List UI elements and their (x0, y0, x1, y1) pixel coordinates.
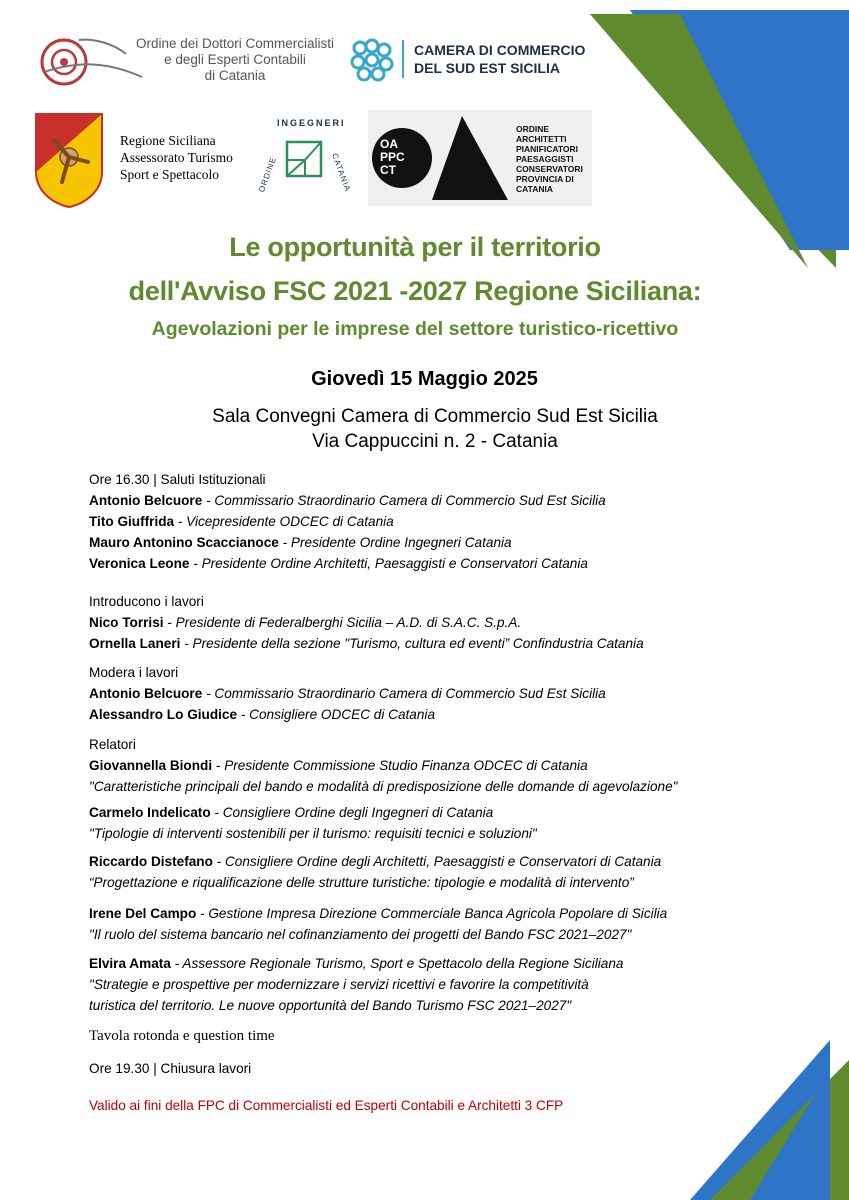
camera-line-1: CAMERA DI COMMERCIO (414, 42, 586, 58)
ingegneri-ring-right: CATANIA (330, 151, 353, 194)
speaker-item: Irene Del Campo - Gestione Impresa Direzione Commerciale Banca Agricola Popolare di Sicilia "Il ruolo del sistema bancario nel cofinanziamento dei progetti del Bando FSC 2021–2027" (89, 906, 668, 942)
oappc-badge-3: CT (380, 163, 396, 177)
ingegneri-logo (255, 110, 355, 210)
title-line-1: Le opportunità per il territorio (229, 232, 601, 262)
venue-line-2: Via Cappuccini n. 2 - Catania (312, 431, 558, 452)
list-item: Nico Torrisi - Presidente di Federalberghi Sicilia – A.D. di S.A.C. S.p.A. (89, 615, 522, 630)
list-item: Antonio Belcuore - Commissario Straordinario Camera di Commercio Sud Est Sicilia (89, 493, 606, 508)
trinacria-shield-icon (34, 112, 104, 208)
event-venue (20, 404, 849, 454)
list-item: Ornella Laneri - Presidente della sezione "Turismo, cultura ed eventi” Confindustria Catania (89, 636, 644, 651)
credit-note: Valido ai fini della FPC di Commercialisti ed Esperti Contabili e Architetti 3 CFP (89, 1098, 564, 1113)
oappc-badge-1: OA (380, 137, 398, 151)
oappc-badge-2: PPC (380, 150, 405, 164)
event-date: Giovedì 15 Maggio 2025 (311, 368, 538, 390)
relatori-header: Relatori (89, 737, 136, 752)
odcec-logo (30, 30, 350, 96)
list-item: Mauro Antonino Scaccianoce - Presidente Ordine Ingegneri Catania (89, 535, 512, 550)
architetti-line-7: CATANIA (516, 184, 553, 194)
odcec-line-1: Ordine dei Dottori Commercialisti (135, 36, 335, 51)
regione-line-3: Sport e Spettacolo (120, 167, 219, 182)
list-item: Alessandro Lo Giudice - Consigliere ODCEC di Catania (89, 707, 436, 722)
modera-header: Modera i lavori (89, 665, 179, 680)
ingegneri-ring-top: INGEGNERI (277, 118, 346, 128)
odcec-line-2: e degli Esperti Contabili (164, 52, 306, 67)
architetti-line-2: ARCHITETTI (516, 134, 567, 144)
odcec-line-3: di Catania (204, 68, 266, 83)
list-item: Veronica Leone - Presidente Ordine Architetti, Paesaggisti e Conservatori Catania (89, 556, 588, 571)
camera-commercio-icon (350, 38, 394, 82)
regione-logo (34, 112, 234, 208)
camera-logo (350, 38, 610, 82)
architetti-line-5: CONSERVATORI (516, 164, 583, 174)
list-item: Tito Giuffrida - Vicepresidente ODCEC di Catania (89, 514, 394, 529)
ingegneri-ring-left: ORDINE (256, 155, 279, 194)
architetti-logo (368, 110, 592, 206)
title-line-2: dell'Avviso FSC 2021 -2027 Regione Siciliana: (128, 276, 702, 306)
tavola-rotonda: Tavola rotonda e question time (89, 1028, 275, 1044)
regione-line-1: Regione Siciliana (120, 133, 216, 148)
architetti-line-3: PIANIFICATORI (516, 144, 579, 154)
speaker-item: Giovannella Biondi - Presidente Commissione Studio Finanza ODCEC di Catania "Caratteristiche principali del bando e modalità di predisposizione delle domande di agevolazione" (89, 758, 678, 794)
speaker-item: Carmelo Indelicato - Consigliere Ordine degli Ingegneri di Catania "Tipologie di interventi sostenibili per il turismo: requisiti tecnici e soluzioni" (89, 805, 537, 841)
architetti-line-1: ORDINE (516, 124, 550, 134)
venue-line-1: Sala Convegni Camera di Commercio Sud Est Sicilia (212, 406, 658, 427)
architetti-line-4: PAESAGGISTI (516, 154, 574, 164)
section-saluti (89, 469, 606, 574)
section-introducono (89, 591, 644, 654)
regione-line-2: Assessorato Turismo (120, 150, 233, 165)
architetti-line-6: PROVINCIA DI (516, 174, 574, 184)
title-subtitle: Agevolazioni per le imprese del settore turistico-ricettivo (151, 318, 679, 340)
list-item: Antonio Belcuore - Commissario Straordinario Camera di Commercio Sud Est Sicilia (89, 686, 606, 701)
saluti-header: Ore 16.30 | Saluti Istituzionali (89, 472, 266, 487)
speaker-item: Elvira Amata - Assessore Regionale Turismo, Sport e Spettacolo della Regione Siciliana "Strategie e prospettive per modernizzare i servizi ricettivi e favorire la competitività turistica del territorio. Le nuove opportunità del Bando Turismo FSC 2021–2027" (89, 956, 624, 1013)
introducono-header: Introducono i lavori (89, 594, 204, 609)
top-right-triangles (590, 10, 849, 270)
section-modera (89, 662, 606, 725)
bottom-right-triangles (690, 1040, 849, 1200)
chiusura-lavori: Ore 19.30 | Chiusura lavori (89, 1061, 252, 1076)
camera-line-2: DEL SUD EST SICILIA (414, 60, 560, 76)
speaker-item: Riccardo Distefano - Consigliere Ordine degli Architetti, Paesaggisti e Conservatori di Catania “Progettazione e riqualificazione delle strutture turistiche: tipologie e modalità di intervento” (89, 854, 662, 890)
